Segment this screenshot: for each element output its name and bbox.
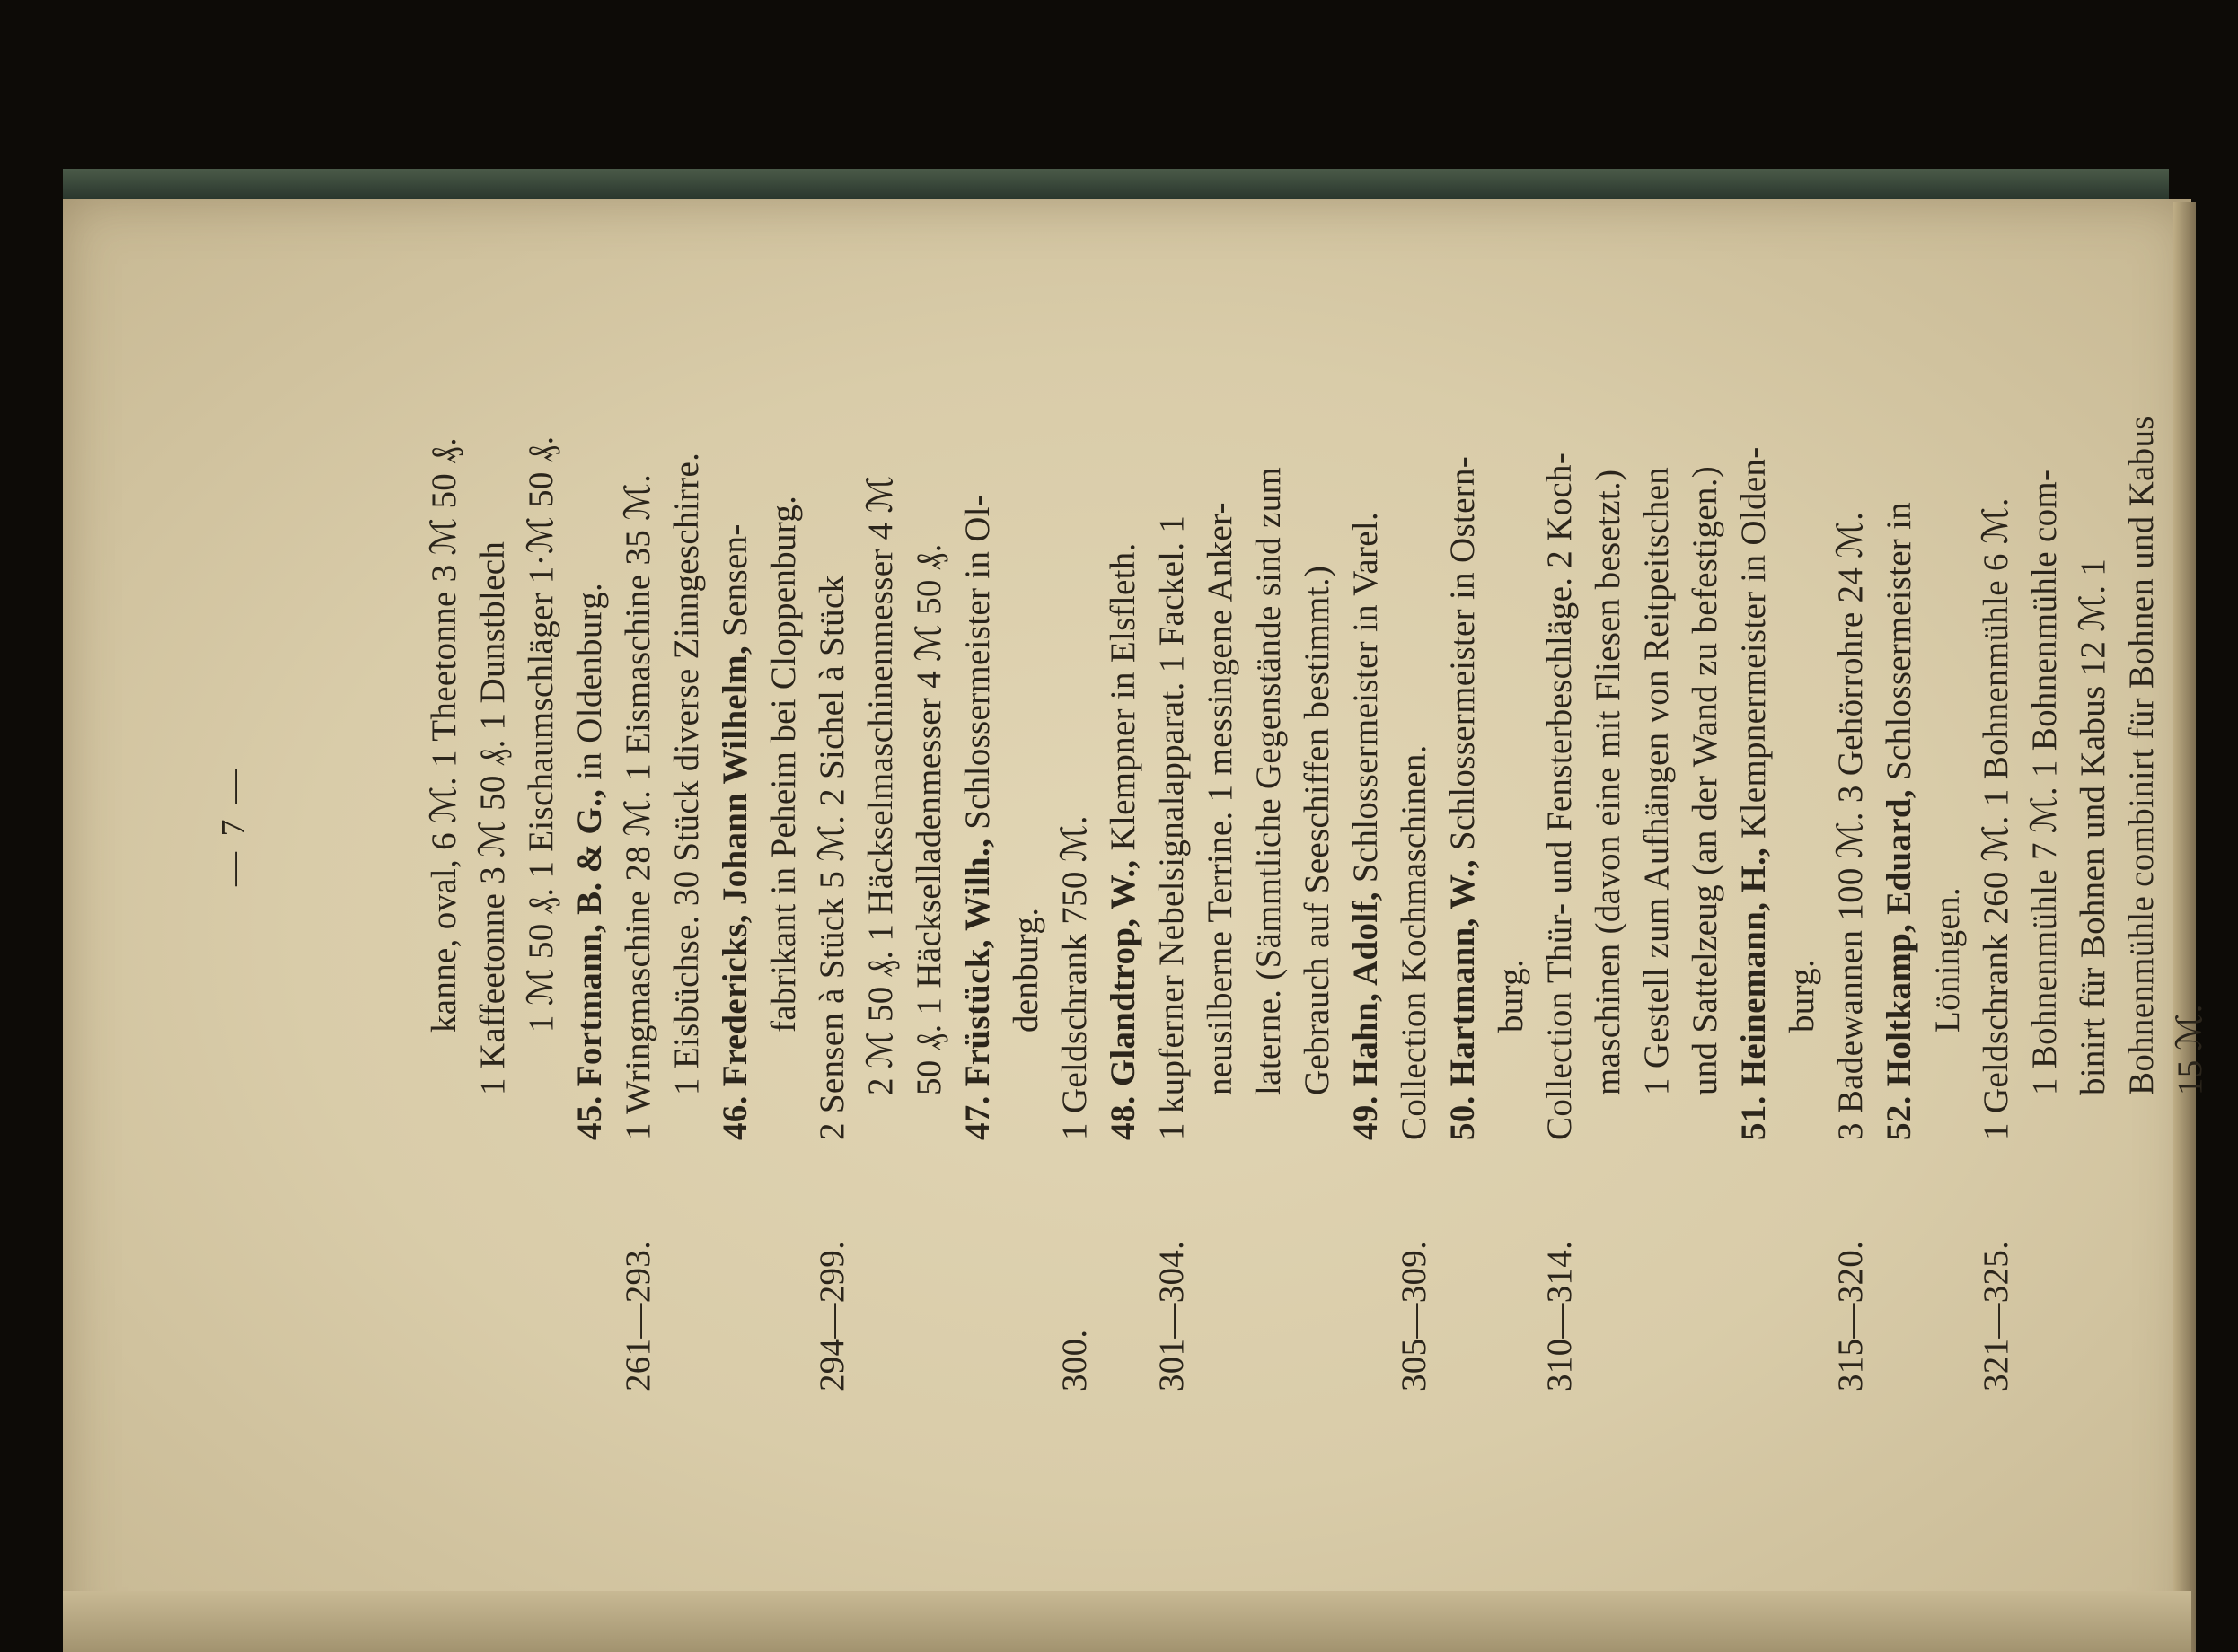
line-body: neusilberne Terrine. 1 messingene Anker-: [1201, 502, 1239, 1095]
exhibitor-name: 46. Fredericks, Johann Wilhelm,: [716, 645, 754, 1140]
line-text: [467, 541, 519, 1095]
line-body: burg.: [1492, 958, 1530, 1032]
line-text: [1146, 515, 1198, 1140]
line-text: [1534, 453, 1586, 1140]
text-line: [467, 224, 519, 1428]
text-line: [1970, 224, 2022, 1428]
line-body: 2 ℳ 50 ₰. 1 Häckselmaschinenmesser 4 ℳ: [861, 475, 900, 1095]
line-body: 1 Geldschrank 750 ℳ.: [1055, 815, 1094, 1140]
text-line: [419, 224, 471, 1428]
text-line: [806, 224, 859, 1428]
line-body: 1 Geldschrank 260 ℳ. 1 Bohnenmühle 6 ℳ.: [1977, 497, 2015, 1140]
text-line: [661, 224, 713, 1428]
text-line: [1437, 224, 1489, 1428]
line-text: [612, 474, 665, 1140]
line-body: 15 ℳ.: [2171, 1004, 2209, 1095]
exhibitor-name: 51. Heinemann, H.,: [1734, 847, 1773, 1140]
text-line: [1388, 224, 1441, 1428]
item-number: 321—325.: [1977, 1240, 2015, 1392]
line-text: [1097, 542, 1150, 1140]
next-page-edge: [63, 1591, 2191, 1652]
line-text: [1000, 908, 1053, 1032]
text-line: [903, 224, 956, 1428]
line-text: [564, 583, 616, 1140]
line-text: [2116, 416, 2168, 1095]
line-text: [661, 453, 713, 1095]
line-text: [1631, 467, 1683, 1095]
text-line: [1146, 224, 1198, 1428]
text-line: [564, 224, 616, 1428]
line-text: [2067, 558, 2119, 1095]
line-body: laterne. (Sämmtliche Gegenstände sind zum: [1249, 467, 1288, 1095]
line-body: Klempner in Elsfleth.: [1104, 542, 1142, 860]
line-text: [1728, 446, 1780, 1140]
line-text: [1873, 502, 1925, 1140]
exhibitor-name: 49. Hahn, Adolf,: [1346, 892, 1385, 1140]
line-text: [1049, 815, 1101, 1140]
line-body: 1 Gestell zum Aufhängen von Reitpeitschen: [1637, 466, 1676, 1095]
text-line: [1000, 224, 1053, 1428]
line-body: 1 Kaffeetonne 3 ℳ 50 ₰. 1 Dunstblech: [473, 540, 512, 1095]
line-text: [1825, 512, 1877, 1140]
exhibitor-name: 47. Früstück, Wilh.,: [958, 838, 997, 1140]
text-line: [2067, 224, 2119, 1428]
page-number: — 7 —: [215, 766, 252, 886]
exhibitor-name: 52. Holtkamp, Eduard,: [1880, 789, 1918, 1140]
text-line: [855, 224, 907, 1428]
line-body: Löningen.: [1928, 887, 1967, 1032]
line-body: Klempnermeister in Olden-: [1734, 446, 1773, 848]
exhibitor-name: 48. Glandtrop, W.,: [1104, 859, 1142, 1140]
line-text: [1776, 959, 1828, 1032]
line-body: kanne, oval, 6 ℳ. 1 Theetonne 3 ℳ 50 ₰.: [425, 436, 463, 1032]
line-text: [1388, 744, 1441, 1140]
item-number: 305—309.: [1395, 1240, 1433, 1392]
line-body: 1 kupferner Nebelsignalapparat. 1 Fackel. 1: [1152, 514, 1191, 1140]
line-body: 1 Eisbüchse. 30 Stück diverse Zinngeschirre.: [667, 452, 706, 1095]
line-body: maschinen (davon eine mit Fliesen besetzt.): [1589, 469, 1627, 1095]
item-number: 294—299.: [813, 1240, 851, 1392]
text-line: [1631, 224, 1683, 1428]
line-text: [806, 576, 859, 1140]
item-number: 261—293.: [619, 1240, 657, 1392]
item-number: 301—304.: [1152, 1240, 1191, 1392]
rotated-text-block: [194, 224, 2209, 1428]
line-body: Collection Thür- und Fensterbeschläge. 2 Koch-: [1540, 452, 1579, 1140]
line-text: [1679, 466, 1731, 1095]
line-text: [1970, 497, 2022, 1140]
line-text: [419, 437, 471, 1032]
line-text: [952, 495, 1004, 1140]
text-line: [1776, 224, 1828, 1428]
line-body: Schlossermeister in Ostern-: [1443, 455, 1482, 860]
line-text: [1582, 470, 1634, 1095]
line-body: 1 Bohnenmühle 7 ℳ. 1 Bohnenmühle com-: [2025, 469, 2064, 1095]
text-line: [1728, 224, 1780, 1428]
text-line: [2116, 224, 2168, 1428]
text-line: [612, 224, 665, 1428]
line-text: [1243, 467, 1295, 1095]
line-body: Sensen-: [716, 523, 754, 646]
line-text: [2019, 470, 2071, 1095]
line-text: [1485, 959, 1538, 1032]
text-line: [709, 224, 762, 1428]
line-text: [1340, 512, 1392, 1140]
line-body: denburg.: [1007, 907, 1045, 1032]
line-body: Schlossermeister in: [1880, 501, 1918, 790]
text-line: [1291, 224, 1344, 1428]
text-line: [1825, 224, 1877, 1428]
line-body: Schlossermeister in Varel.: [1346, 511, 1385, 892]
line-text: [855, 476, 907, 1096]
line-body: fabrikant in Peheim bei Cloppenburg.: [764, 495, 803, 1032]
line-body: Gebrauch auf Seeschiffen bestimmt.): [1298, 565, 1336, 1095]
line-body: 1 Wringmaschine 28 ℳ. 1 Eismaschine 35 ℳ.: [619, 473, 657, 1140]
text-line: [1679, 224, 1731, 1428]
text-line: [1873, 224, 1925, 1428]
line-text: [515, 435, 568, 1032]
text-line: [2164, 224, 2216, 1428]
line-body: 3 Badewannen 100 ℳ. 3 Gehörrohre 24 ℳ.: [1831, 511, 1870, 1140]
item-number: 315—320.: [1831, 1240, 1870, 1392]
line-text: [709, 523, 762, 1140]
exhibitor-name: 45. Fortmann, B. & G.,: [570, 788, 609, 1140]
line-text: [1291, 566, 1344, 1095]
line-body: Schlossermeister in Ol-: [958, 494, 997, 839]
line-text: [1194, 502, 1247, 1095]
text-line: [952, 224, 1004, 1428]
line-body: Collection Kochmaschinen.: [1395, 744, 1433, 1140]
text-line: [1097, 224, 1150, 1428]
line-body: binirt für Bohnen und Kabus 12 ℳ. 1: [2074, 558, 2112, 1095]
line-text: [758, 496, 810, 1032]
text-line: [1485, 224, 1538, 1428]
line-body: 2 Sensen à Stück 5 ℳ. 2 Sichel à Stück: [813, 575, 851, 1140]
item-number: 310—314.: [1540, 1240, 1579, 1392]
line-body: 1 ℳ 50 ₰. 1 Eischaumschläger 1·ℳ 50 ₰.: [522, 435, 560, 1032]
text-line: [1534, 224, 1586, 1428]
text-line: [515, 224, 568, 1428]
text-line: [1922, 224, 1974, 1428]
item-number: 300.: [1055, 1329, 1094, 1392]
line-text: [1922, 887, 1974, 1032]
text-line: [1049, 224, 1101, 1428]
line-text: [1437, 456, 1489, 1140]
exhibitor-name: 50. Hartmann, W.,: [1443, 859, 1482, 1140]
text-line: [1340, 224, 1392, 1428]
text-line: [758, 224, 810, 1428]
text-line: [1582, 224, 1634, 1428]
line-body: in Oldenburg.: [570, 582, 609, 789]
text-line: [1243, 224, 1295, 1428]
line-body: Bohnenmühle combinirt für Bohnen und Kabus: [2122, 416, 2161, 1095]
line-text: [903, 543, 956, 1095]
text-line: [2019, 224, 2071, 1428]
line-body: 50 ₰. 1 Häckselladenmesser 4 ℳ 50 ₰.: [910, 543, 948, 1095]
line-text: [2164, 1004, 2216, 1095]
text-line: [1194, 224, 1247, 1428]
line-body: und Sattelzeug (an der Wand zu befestigen.): [1686, 465, 1724, 1095]
line-body: burg.: [1783, 958, 1821, 1032]
